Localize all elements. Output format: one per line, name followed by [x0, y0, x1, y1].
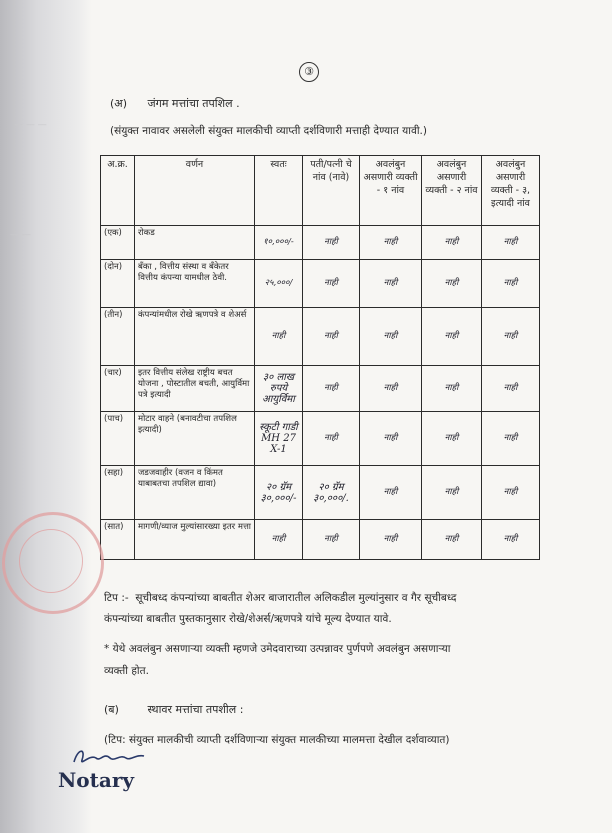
row-dependent-3-value: नाही	[482, 412, 540, 466]
row-dependent-1-value: नाही	[360, 226, 422, 260]
table-header-row	[101, 156, 540, 226]
table-row	[101, 520, 540, 560]
row-dependent-2-value: नाही	[422, 412, 482, 466]
row-description: बँका , वित्तीय संस्था व बँकेतर वित्तीय कंपन्या यामधील ठेवी.	[135, 260, 255, 308]
table-row	[101, 466, 540, 520]
row-dependent-1-value: नाही	[360, 412, 422, 466]
table-row	[101, 260, 540, 308]
row-spouse-value: २० ग्रॅम ३०,०००/.	[303, 466, 360, 520]
table-row	[101, 366, 540, 412]
section-b-note: (टिप: संयुक्त मालकीची व्याप्ती दर्शविणाऱ्या संयुक्त मालकीच्या मालमत्ता देखील दर्शवाव्यात)	[104, 734, 450, 746]
header-spouse: पती/पत्नी चे नांव (नावे)	[303, 156, 360, 226]
row-description: मोटार वाहने (बनावटीचा तपशिल इत्यादी)	[135, 412, 255, 466]
row-dependent-2-value: नाही	[422, 366, 482, 412]
section-b-title: स्थावर मत्तांचा तपशील :	[147, 703, 244, 716]
notary-signature	[70, 744, 150, 770]
row-dependent-3-value: नाही	[482, 226, 540, 260]
row-serial: (दोन)	[101, 260, 135, 308]
table-row	[101, 308, 540, 366]
row-spouse-value: नाही	[303, 260, 360, 308]
row-serial: (तीन)	[101, 308, 135, 366]
row-dependent-3-value: नाही	[482, 520, 540, 560]
note-line-2: कंपन्यांच्या बाबतीत पुस्तकानुसार रोखे/शेअर्स/ऋणपत्रे यांचे मूल्य देण्यात यावे.	[104, 613, 392, 625]
row-spouse-value: नाही	[303, 308, 360, 366]
row-self-value: १०,०००/-	[255, 226, 303, 260]
header-dependent-2: अवलंबुन असणारी व्यक्ती - २ नांव	[422, 156, 482, 226]
header-serial: अ.क्र.	[101, 156, 135, 226]
star-note-line-1: येथे अवलंबुन असणाऱ्या व्यक्ती म्हणजे उमेदवाराच्या उत्पन्नावर पुर्णपणे अवलंबुन असणाऱ्या	[112, 643, 451, 655]
stamp-inner-ring	[19, 529, 83, 593]
row-dependent-3-value: नाही	[482, 260, 540, 308]
bleed-through-mark: — — —	[14, 120, 47, 130]
row-self-value: नाही	[255, 308, 303, 366]
section-a-label: (अ)	[110, 97, 127, 110]
movable-assets-table	[100, 155, 540, 560]
row-dependent-2-value: नाही	[422, 260, 482, 308]
row-dependent-1-value: नाही	[360, 520, 422, 560]
header-dependent-3: अवलंबुन असणारी व्यक्ती - ३, इत्यादी नांव	[482, 156, 540, 226]
header-dependent-1: अवलंबुन असणारी व्यक्ती - १ नांव	[360, 156, 422, 226]
row-description: कंपन्यांमधील रोखे ऋणपत्रे व शेअर्स	[135, 308, 255, 366]
row-serial: (एक)	[101, 226, 135, 260]
section-b-heading	[104, 702, 243, 717]
section-a-title: जंगम मत्तांचा तपशिल .	[147, 97, 240, 110]
row-dependent-1-value: नाही	[360, 308, 422, 366]
row-description: रोकड	[135, 226, 255, 260]
table-row	[101, 226, 540, 260]
row-self-value: स्कूटी गाडी MH 27 X-1	[255, 412, 303, 466]
row-dependent-2-value: नाही	[422, 466, 482, 520]
section-a-note: (संयुक्त नावावर असलेली संयुक्त मालकीची व्याप्ती दर्शविणारी मत्ताही देण्यात यावी.)	[110, 125, 427, 137]
valuation-note	[104, 588, 544, 630]
row-serial: (सहा)	[101, 466, 135, 520]
row-dependent-1-value: नाही	[360, 466, 422, 520]
row-dependent-2-value: नाही	[422, 308, 482, 366]
row-serial: (पाच)	[101, 412, 135, 466]
row-dependent-3-value: नाही	[482, 466, 540, 520]
section-a-heading	[110, 96, 240, 111]
row-dependent-2-value: नाही	[422, 226, 482, 260]
notary-stamp	[2, 512, 104, 614]
row-dependent-2-value: नाही	[422, 520, 482, 560]
row-self-value: २० ग्रॅम ३०,०००/-	[255, 466, 303, 520]
row-spouse-value: नाही	[303, 520, 360, 560]
row-dependent-1-value: नाही	[360, 260, 422, 308]
row-self-value: २५,०००/	[255, 260, 303, 308]
row-serial: (सात)	[101, 520, 135, 560]
header-self: स्वतः	[255, 156, 303, 226]
header-description: वर्णन	[135, 156, 255, 226]
section-b-label: (ब)	[104, 703, 119, 716]
row-spouse-value: नाही	[303, 226, 360, 260]
row-description: जडजवाहीर (वजन व किंमत याबाबतचा तपशिल द्यावा)	[135, 466, 255, 520]
row-spouse-value: नाही	[303, 366, 360, 412]
row-self-value: नाही	[255, 520, 303, 560]
table-row	[101, 412, 540, 466]
row-description: इतर वित्तीय संलेख राष्ट्रीय बचत योजना , पोस्टातील बचती, आयुर्विमा पत्रे इत्यादी	[135, 366, 255, 412]
note-label: टिप :-	[104, 592, 129, 604]
row-dependent-3-value: नाही	[482, 308, 540, 366]
star-symbol: *	[104, 643, 110, 655]
star-note-line-2: व्यक्ती होत.	[104, 665, 149, 677]
dependent-note	[104, 638, 544, 682]
row-description: मागणी/व्याज मुल्यांसारख्या इतर मत्ता	[135, 520, 255, 560]
row-dependent-1-value: नाही	[360, 366, 422, 412]
row-self-value: ३० लाख रुपये आयुर्विमा	[255, 366, 303, 412]
row-spouse-value: नाही	[303, 412, 360, 466]
row-dependent-3-value: नाही	[482, 366, 540, 412]
notary-label: Notary	[58, 768, 134, 792]
page-number: ③	[299, 62, 319, 82]
row-serial: (चार)	[101, 366, 135, 412]
bleed-through-mark: — —	[10, 230, 31, 240]
note-line-1: सूचीबध्द कंपन्यांच्या बाबतीत शेअर बाजारातील अलिकडील मुल्यांनुसार व गैर सूचीबध्द	[135, 592, 457, 604]
